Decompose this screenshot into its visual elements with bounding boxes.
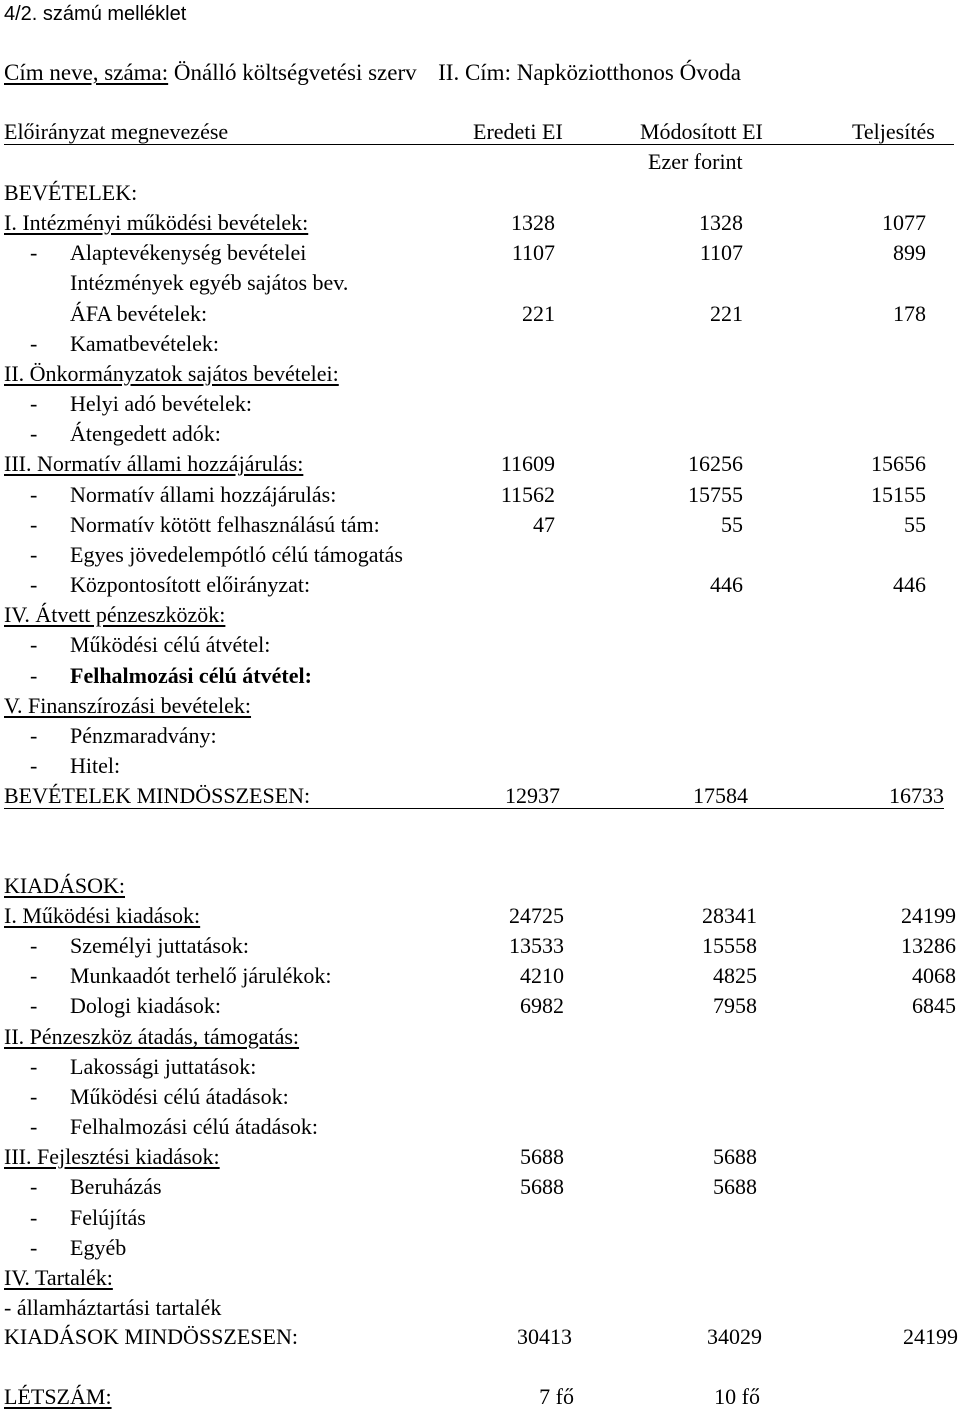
row-label: III. Fejlesztési kiadások: [4,1144,220,1169]
row-label: V. Finanszírozási bevételek: [4,693,252,718]
row-dash: - [30,421,38,446]
header-rule [4,144,954,145]
title-value: Önálló költségvetési szerv [173,60,417,85]
row-value-original: 1107 [511,240,555,265]
expenses-total-original: 30413 [517,1324,572,1349]
row-label: Munkaadót terhelő járulékok: [70,963,332,988]
row-value-completion: 1077 [882,210,926,235]
expenses-total-modified: 34029 [707,1324,762,1349]
column-header-modified: Módosított EI [640,119,763,144]
row-dash: - [30,993,38,1018]
row-value-modified: 55 [721,512,743,537]
row-value-modified: 1107 [699,240,743,265]
expenses-total-completion: 24199 [903,1324,958,1349]
row-label: I. Intézményi működési bevételek: [4,210,309,235]
row-value-original: 5688 [520,1174,564,1199]
row-label: Normatív állami hozzájárulás: [70,482,337,507]
row-value-original: 5688 [520,1144,564,1169]
headcount-label: LÉTSZÁM: [4,1384,112,1409]
row-label: Pénzmaradvány: [70,723,217,748]
row-dash: - [30,331,38,356]
row-dash: - [30,632,38,657]
income-total-completion: 16733 [889,783,944,808]
row-label: Beruházás [70,1174,162,1199]
row-label: Felhalmozási célú átadások: [70,1114,319,1139]
title-section: II. Cím: Napköziotthonos Óvoda [438,60,741,85]
row-value-completion: 55 [904,512,926,537]
row-value-modified: 221 [710,301,743,326]
row-dash: - [30,663,38,688]
row-value-completion: 24199 [901,903,956,928]
row-label: Felhalmozási célú átvétel: [70,663,312,688]
row-value-modified: 5688 [713,1144,757,1169]
row-value-original: 6982 [520,993,564,1018]
row-dash: - [30,723,38,748]
row-value-original: 47 [533,512,555,537]
row-label: Átengedett adók: [70,421,221,446]
row-label: Működési célú átvétel: [70,632,271,657]
row-dash: - [30,1235,38,1260]
row-value-modified: 1328 [699,210,743,235]
row-value-modified: 7958 [713,993,757,1018]
row-dash: - [30,1084,38,1109]
row-label: ÁFA bevételek: [70,301,208,326]
row-value-completion: 15656 [871,451,926,476]
row-value-completion: 13286 [901,933,956,958]
row-label: Működési célú átadások: [70,1084,289,1109]
row-value-original: 13533 [509,933,564,958]
row-dash: - [30,240,38,265]
row-value-completion: 15155 [871,482,926,507]
row-label: II. Pénzeszköz átadás, támogatás: [4,1024,300,1049]
row-label: Normatív kötött felhasználású tám: [70,512,380,537]
row-label: II. Önkormányzatok sajátos bevételei: [4,361,339,386]
unit-label: Ezer forint [648,149,743,174]
row-value-modified: 16256 [688,451,743,476]
row-dash: - [30,933,38,958]
row-label: IV. Átvett pénzeszközök: [4,602,226,627]
row-label: III. Normatív állami hozzájárulás: [4,451,304,476]
row-label: Alaptevékenység bevételei [70,240,307,265]
row-dash: - [30,1205,38,1230]
row-value-completion: 6845 [912,993,956,1018]
row-label: Hitel: [70,753,121,778]
row-value-modified: 5688 [713,1174,757,1199]
row-label: Helyi adó bevételek: [70,391,253,416]
row-dash: - [30,512,38,537]
row-value-modified: 28341 [702,903,757,928]
row-value-original: 221 [522,301,555,326]
row-label: Kamatbevételek: [70,331,220,356]
row-label: Egyéb [70,1235,127,1260]
row-label: Egyes jövedelempótló célú támogatás [70,542,403,567]
row-label: IV. Tartalék: [4,1265,113,1290]
expenses-total-label: KIADÁSOK MINDÖSSZESEN: [4,1324,298,1349]
title-line [4,60,741,86]
row-value-original: 11609 [500,451,555,476]
income-total-rule [4,808,944,809]
expenses-heading: KIADÁSOK: [4,873,125,898]
row-value-modified: 15755 [688,482,743,507]
row-value-modified: 4825 [713,963,757,988]
row-dash: - [30,572,38,597]
headcount-modified: 10 fő [714,1384,760,1409]
row-dash: - [30,542,38,567]
row-label: Intézmények egyéb sajátos bev. [70,270,349,295]
column-header-completion: Teljesítés [852,119,935,144]
row-value-completion: 899 [893,240,926,265]
income-heading: BEVÉTELEK: [4,180,138,205]
row-value-original: 24725 [509,903,564,928]
row-dash: - [30,1054,38,1079]
row-dash: - [30,391,38,416]
income-total-label: BEVÉTELEK MINDÖSSZESEN: [4,783,311,808]
row-dash: - [30,753,38,778]
row-dash: - [30,1174,38,1199]
row-value-original: 1328 [511,210,555,235]
row-label: Lakossági juttatások: [70,1054,257,1079]
row-value-original: 11562 [500,482,555,507]
row-value-completion: 178 [893,301,926,326]
row-label: Központosított előirányzat: [70,572,311,597]
row-label: Felújítás [70,1205,146,1230]
row-value-original: 4210 [520,963,564,988]
row-value-completion: 446 [893,572,926,597]
headcount-original: 7 fő [539,1384,574,1409]
row-label: - államháztartási tartalék [4,1295,222,1320]
row-label: I. Működési kiadások: [4,903,201,928]
row-label: Személyi juttatások: [70,933,250,958]
row-dash: - [30,482,38,507]
row-dash: - [30,963,38,988]
column-header-original: Eredeti EI [473,119,563,144]
annex-label: 4/2. számú melléklet [4,3,187,25]
income-total-original: 12937 [505,783,560,808]
row-dash: - [30,1114,38,1139]
title-label: Cím neve, száma: [4,60,169,85]
row-label: Dologi kiadások: [70,993,221,1018]
row-value-modified: 446 [710,572,743,597]
row-value-completion: 4068 [912,963,956,988]
row-value-modified: 15558 [702,933,757,958]
column-header-name: Előirányzat megnevezése [4,119,229,144]
income-total-modified: 17584 [693,783,748,808]
